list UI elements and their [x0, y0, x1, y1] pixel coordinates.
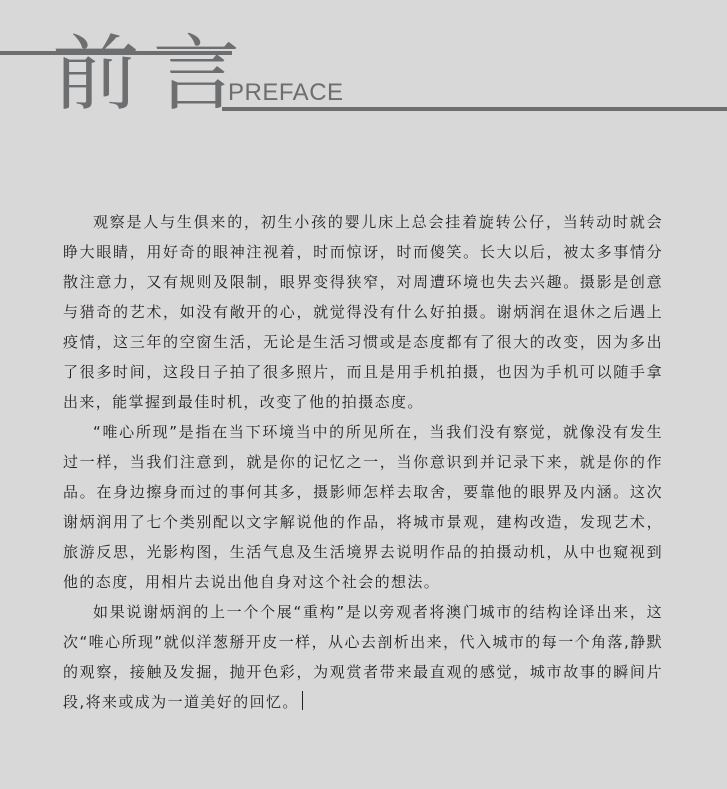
paragraph	[63, 597, 663, 717]
paragraph-text: 如果说谢炳润的上一个个展“重构”是以旁观者将澳门城市的结构诠译出来，这次“唯心所现”就似洋葱掰开皮一样，从心去剖析出来，代入城市的每一个角落,静默的观察，接触及发掘，抛开色彩，为观赏者带来最直观的感觉，城市故事的瞬间片段,将来或成为一道美好的回忆。	[63, 603, 663, 711]
preface-body	[63, 207, 663, 717]
page-subtitle: PREFACE	[228, 79, 344, 106]
paragraph-text: “唯心所现”是指在当下环境当中的所见所在，当我们没有察觉，就像没有发生过一样，当我们注意到，就是你的记忆之一，当你意识到并记录下来，就是你的作品。在身边擦身而过的事何其多，摄影师怎样去取舍，要靠他的眼界及内涵。这次谢炳润用了七个类别配以文字解说他的作品，将城市景观，建构改造，发现艺术，旅游反思，光影构图，生活气息及生活境界去说明作品的拍摄动机，从中也窥视到他的态度，用相片去说出他自身对这个社会的想法。	[63, 423, 663, 591]
paragraph	[63, 417, 663, 597]
text-cursor	[302, 691, 303, 710]
page-title: 前言	[52, 27, 254, 122]
paragraph	[63, 207, 663, 417]
header-rule-bottom	[222, 107, 727, 111]
paragraph-text: 观察是人与生俱来的，初生小孩的婴儿床上总会挂着旋转公仔，当转动时就会睁大眼睛，用好奇的眼神注视着，时而惊讶，时而傻笑。长大以后，被太多事情分散注意力，又有规则及限制，眼界变得狭窄，对周遭环境也失去兴趣。摄影是创意与猎奇的艺术，如没有敞开的心，就觉得没有什么好拍摄。谢炳润在退休之后遇上疫情，这三年的空窗生活，无论是生活习惯或是态度都有了很大的改变，因为多出了很多时间，这段日子拍了很多照片，而且是用手机拍摄，也因为手机可以随手拿出来，能掌握到最佳时机，改变了他的拍摄态度。	[63, 213, 663, 411]
